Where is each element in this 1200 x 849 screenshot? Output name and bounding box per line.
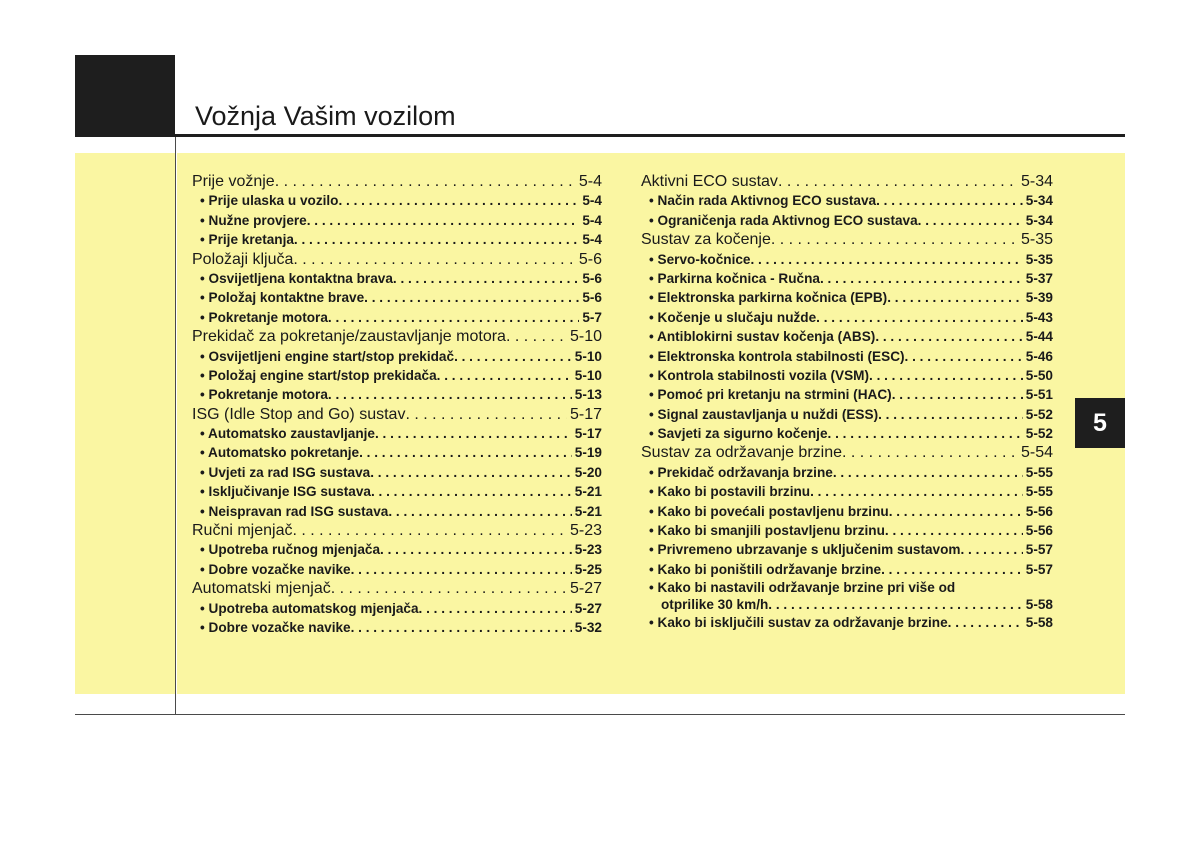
toc-section[interactable] (192, 521, 602, 540)
dot-leader (948, 613, 1023, 632)
toc-item-text: • Antiblokirni sustav kočenja (ABS) (649, 329, 876, 345)
toc-item[interactable] (192, 424, 602, 443)
toc-section-title: Sustav za kočenje (641, 231, 771, 249)
dot-leader (351, 618, 572, 637)
toc-item-text: • Neispravan rad ISG sustava (200, 503, 389, 519)
toc-page-number: 5-34 (1025, 212, 1053, 228)
toc-page-number: 5-17 (574, 426, 602, 442)
toc-item-text: • Dobre vozačke navike (200, 561, 351, 577)
toc-item[interactable] (641, 347, 1053, 366)
toc-page-number: 5-56 (1025, 503, 1053, 519)
toc-item-text: • Automatsko pokretanje (200, 445, 360, 461)
toc-page-number: 5-55 (1025, 464, 1053, 480)
toc-page-number: 5-10 (569, 328, 602, 346)
toc-section-title: Položaji ključa (192, 250, 294, 268)
toc-item-text: otprilike 30 km/h (661, 597, 769, 613)
toc-page-number: 5-35 (1025, 251, 1053, 267)
toc-item-text: • Nužne provjere (200, 212, 307, 228)
toc-section-title: Automatski mjenjač (192, 580, 331, 598)
dot-leader (338, 191, 579, 210)
toc-item[interactable] (641, 579, 1053, 596)
toc-page-number: 5-39 (1025, 290, 1053, 306)
toc-page-number: 5-27 (574, 600, 602, 616)
dot-leader (750, 250, 1022, 269)
toc-item-text: • Servo-kočnice (649, 251, 751, 267)
toc-page-number: 5-4 (582, 193, 602, 209)
dot-leader (869, 366, 1023, 385)
toc-item[interactable] (641, 269, 1053, 288)
toc-section[interactable] (192, 172, 602, 191)
toc-item-text: • Kako bi poništili održavanje brzine (649, 561, 882, 577)
toc-item-text: • Pokretanje motora (200, 309, 328, 325)
dot-leader (331, 579, 567, 598)
dot-leader (371, 482, 572, 501)
toc-item[interactable] (192, 347, 602, 366)
dot-leader (876, 191, 1023, 210)
dot-leader (437, 366, 572, 385)
chapter-header-block (75, 55, 175, 137)
toc-item[interactable] (641, 482, 1053, 501)
toc-item[interactable] (192, 366, 602, 385)
toc-page-number: 5-27 (569, 580, 602, 598)
dot-leader (506, 327, 567, 346)
toc-page-number: 5-34 (1020, 173, 1053, 190)
toc-page-number: 5-23 (569, 522, 602, 540)
toc-page-number: 5-19 (574, 445, 602, 461)
toc-item-text: • Način rada Aktivnog ECO sustava (649, 193, 877, 209)
toc-page-number: 5-20 (574, 464, 602, 480)
left-margin-panel (75, 153, 175, 694)
dot-leader (307, 211, 580, 230)
toc-page-number: 5-6 (582, 290, 602, 306)
toc-item-text: • Savjeti za sigurno kočenje (649, 426, 828, 442)
toc-item[interactable] (192, 385, 602, 404)
toc-section-title: Prije vožnje (192, 173, 275, 190)
toc-item-text: • Privremeno ubrzavanje s uključenim sustavom (649, 542, 961, 558)
toc-section[interactable] (641, 172, 1053, 191)
toc-item-text: • Položaj engine start/stop prekidača (200, 367, 437, 383)
dot-leader (828, 424, 1023, 443)
dot-leader (961, 540, 1023, 559)
dot-leader (820, 269, 1023, 288)
toc-item-text: • Kočenje u slučaju nužde (649, 309, 817, 325)
toc-page-number: 5-4 (578, 173, 602, 190)
dot-leader (364, 288, 579, 307)
dot-leader (892, 385, 1023, 404)
toc-item[interactable] (641, 308, 1053, 327)
dot-leader (771, 230, 1018, 249)
dot-leader (393, 269, 579, 288)
toc-page-number: 5-58 (1025, 615, 1053, 631)
toc-item-text: • Upotreba automatskog mjenjača (200, 600, 419, 616)
chapter-tab[interactable]: 5 (1075, 398, 1125, 448)
toc-item[interactable] (192, 560, 602, 579)
dot-leader (275, 172, 576, 191)
dot-leader (918, 211, 1023, 230)
bottom-rule (75, 714, 1125, 715)
dot-leader (768, 596, 1023, 613)
dot-leader (419, 599, 572, 618)
dot-leader (370, 463, 572, 482)
dot-leader (905, 347, 1023, 366)
toc-item[interactable] (641, 463, 1053, 482)
toc-item-text: • Kako bi smanjili postavljenu brzinu (649, 523, 885, 539)
toc-item-text: • Položaj kontaktne brave (200, 290, 365, 306)
toc-item[interactable] (641, 613, 1053, 632)
toc-item-text: • Isključivanje ISG sustava (200, 484, 371, 500)
toc-section-title: Prekidač za pokretanje/zaustavljanje motora (192, 328, 506, 346)
toc-page-number: 5-6 (578, 250, 602, 268)
dot-leader (328, 385, 572, 404)
dot-leader (294, 230, 579, 249)
toc-page-number: 5-34 (1025, 193, 1053, 209)
toc-item-text: • Kako bi nastavili održavanje brzine pri više od (649, 580, 956, 596)
dot-leader (328, 308, 579, 327)
toc-item[interactable] (192, 618, 602, 637)
toc-item-text: • Pomoć pri kretanju na strmini (HAC) (649, 387, 892, 403)
dot-leader (878, 405, 1023, 424)
toc-section-title: Sustav za održavanje brzine (641, 444, 842, 462)
toc-item[interactable] (641, 288, 1053, 307)
toc-left-column (192, 172, 602, 637)
dot-leader (816, 308, 1023, 327)
dot-leader (833, 463, 1023, 482)
toc-item[interactable] (641, 521, 1053, 540)
toc-item[interactable] (192, 443, 602, 462)
dot-leader (405, 405, 567, 424)
toc-section[interactable] (192, 250, 602, 269)
toc-item[interactable] (192, 191, 602, 210)
toc-page-number: 5-55 (1025, 484, 1053, 500)
toc-section-title: Aktivni ECO sustav (641, 173, 778, 190)
toc-page-number: 5-13 (574, 387, 602, 403)
toc-page-number: 5-56 (1025, 523, 1053, 539)
toc-page-number: 5-58 (1025, 597, 1053, 613)
toc-page-number: 5-10 (574, 367, 602, 383)
toc-item-text: • Osvijetljeni engine start/stop prekidač (200, 348, 455, 364)
toc-item-text: • Uvjeti za rad ISG sustava (200, 464, 371, 480)
toc-page-number: 5-7 (582, 309, 602, 325)
toc-item-text: • Osvijetljena kontaktna brava (200, 270, 393, 286)
toc-page-number: 5-57 (1025, 561, 1053, 577)
toc-item[interactable] (641, 250, 1053, 269)
toc-item[interactable] (192, 599, 602, 618)
dot-leader (454, 347, 572, 366)
toc-item-text: • Kako bi povećali postavljenu brzinu (649, 503, 889, 519)
toc-item-text: • Elektronska kontrola stabilnosti (ESC) (649, 348, 905, 364)
toc-item-text: • Pokretanje motora (200, 387, 328, 403)
title-underline (175, 134, 1125, 137)
toc-page-number: 5-4 (582, 212, 602, 228)
toc-page-number: 5-43 (1025, 309, 1053, 325)
toc-page-number: 5-54 (1020, 444, 1053, 462)
toc-page-number: 5-51 (1025, 387, 1053, 403)
dot-leader (359, 443, 572, 462)
toc-page-number: 5-21 (574, 503, 602, 519)
toc-section[interactable] (641, 443, 1053, 462)
toc-item[interactable] (192, 463, 602, 482)
toc-page-number: 5-44 (1025, 329, 1053, 345)
toc-item[interactable] (192, 211, 602, 230)
toc-page-number: 5-10 (574, 348, 602, 364)
toc-item[interactable] (641, 211, 1053, 230)
toc-item-text: • Prije kretanja (200, 232, 294, 248)
dot-leader (881, 560, 1023, 579)
toc-item-text: • Signal zaustavljanja u nuždi (ESS) (649, 406, 879, 422)
dot-leader (778, 172, 1018, 191)
vertical-divider (175, 137, 176, 715)
toc-item-text: • Prije ulaska u vozilo (200, 193, 339, 209)
toc-item[interactable] (641, 366, 1053, 385)
toc-item[interactable] (192, 230, 602, 249)
toc-page-number: 5-57 (1025, 542, 1053, 558)
dot-leader (810, 482, 1023, 501)
toc-item-text: • Prekidač održavanja brzine (649, 464, 833, 480)
dot-leader (887, 288, 1023, 307)
toc-item-text: • Kontrola stabilnosti vozila (VSM) (649, 367, 870, 383)
toc-item-text: • Elektronska parkirna kočnica (EPB) (649, 290, 888, 306)
toc-item[interactable] (192, 502, 602, 521)
toc-item-text: • Kako bi isključili sustav za održavanje brzine (649, 615, 948, 631)
dot-leader (293, 250, 575, 269)
toc-page-number: 5-4 (582, 232, 602, 248)
toc-item[interactable] (641, 385, 1053, 404)
dot-leader (889, 502, 1023, 521)
toc-item[interactable] (192, 308, 602, 327)
toc-item-text: • Ograničenja rada Aktivnog ECO sustava (649, 212, 918, 228)
toc-item-text: • Kako bi postavili brzinu (649, 484, 811, 500)
dot-leader (842, 443, 1018, 462)
dot-leader (885, 521, 1023, 540)
toc-page-number: 5-23 (574, 542, 602, 558)
dot-leader (875, 327, 1022, 346)
toc-section[interactable] (641, 230, 1053, 249)
toc-page-number: 5-46 (1025, 348, 1053, 364)
page-title: Vožnja Vašim vozilom (195, 101, 456, 131)
dot-leader (351, 560, 572, 579)
toc-section[interactable] (192, 579, 602, 598)
toc-page-number: 5-17 (569, 405, 602, 423)
toc-item[interactable] (641, 405, 1053, 424)
toc-page-number: 5-35 (1020, 231, 1053, 249)
toc-item-text: • Automatsko zaustavljanje (200, 426, 375, 442)
toc-section-title: Ručni mjenjač (192, 522, 293, 540)
toc-item-text: • Upotreba ručnog mjenjača (200, 542, 381, 558)
toc-page-number: 5-6 (582, 270, 602, 286)
toc-page-number: 5-21 (574, 484, 602, 500)
dot-leader (292, 521, 566, 540)
dot-leader (388, 502, 571, 521)
toc-item[interactable] (641, 327, 1053, 346)
dot-leader (375, 424, 572, 443)
toc-item-text: • Dobre vozačke navike (200, 619, 351, 635)
toc-item-text: • Parkirna kočnica - Ručna (649, 270, 820, 286)
toc-item[interactable] (641, 540, 1053, 559)
toc-page-number: 5-37 (1025, 270, 1053, 286)
toc-item[interactable] (641, 560, 1053, 579)
toc-page-number: 5-25 (574, 561, 602, 577)
toc-page-number: 5-50 (1025, 367, 1053, 383)
toc-item[interactable] (192, 482, 602, 501)
dot-leader (380, 540, 572, 559)
toc-page-number: 5-32 (574, 619, 602, 635)
toc-right-column (641, 172, 1053, 633)
toc-page-number: 5-52 (1025, 406, 1053, 422)
toc-item[interactable] (192, 540, 602, 559)
toc-item[interactable] (641, 502, 1053, 521)
toc-item[interactable] (641, 191, 1053, 210)
toc-item[interactable] (192, 269, 602, 288)
toc-item[interactable] (192, 288, 602, 307)
toc-item[interactable] (641, 424, 1053, 443)
toc-section-title: ISG (Idle Stop and Go) sustav (192, 405, 406, 423)
toc-section[interactable] (192, 405, 602, 424)
toc-section[interactable] (192, 327, 602, 346)
toc-item-continuation[interactable] (641, 596, 1053, 613)
toc-page-number: 5-52 (1025, 426, 1053, 442)
